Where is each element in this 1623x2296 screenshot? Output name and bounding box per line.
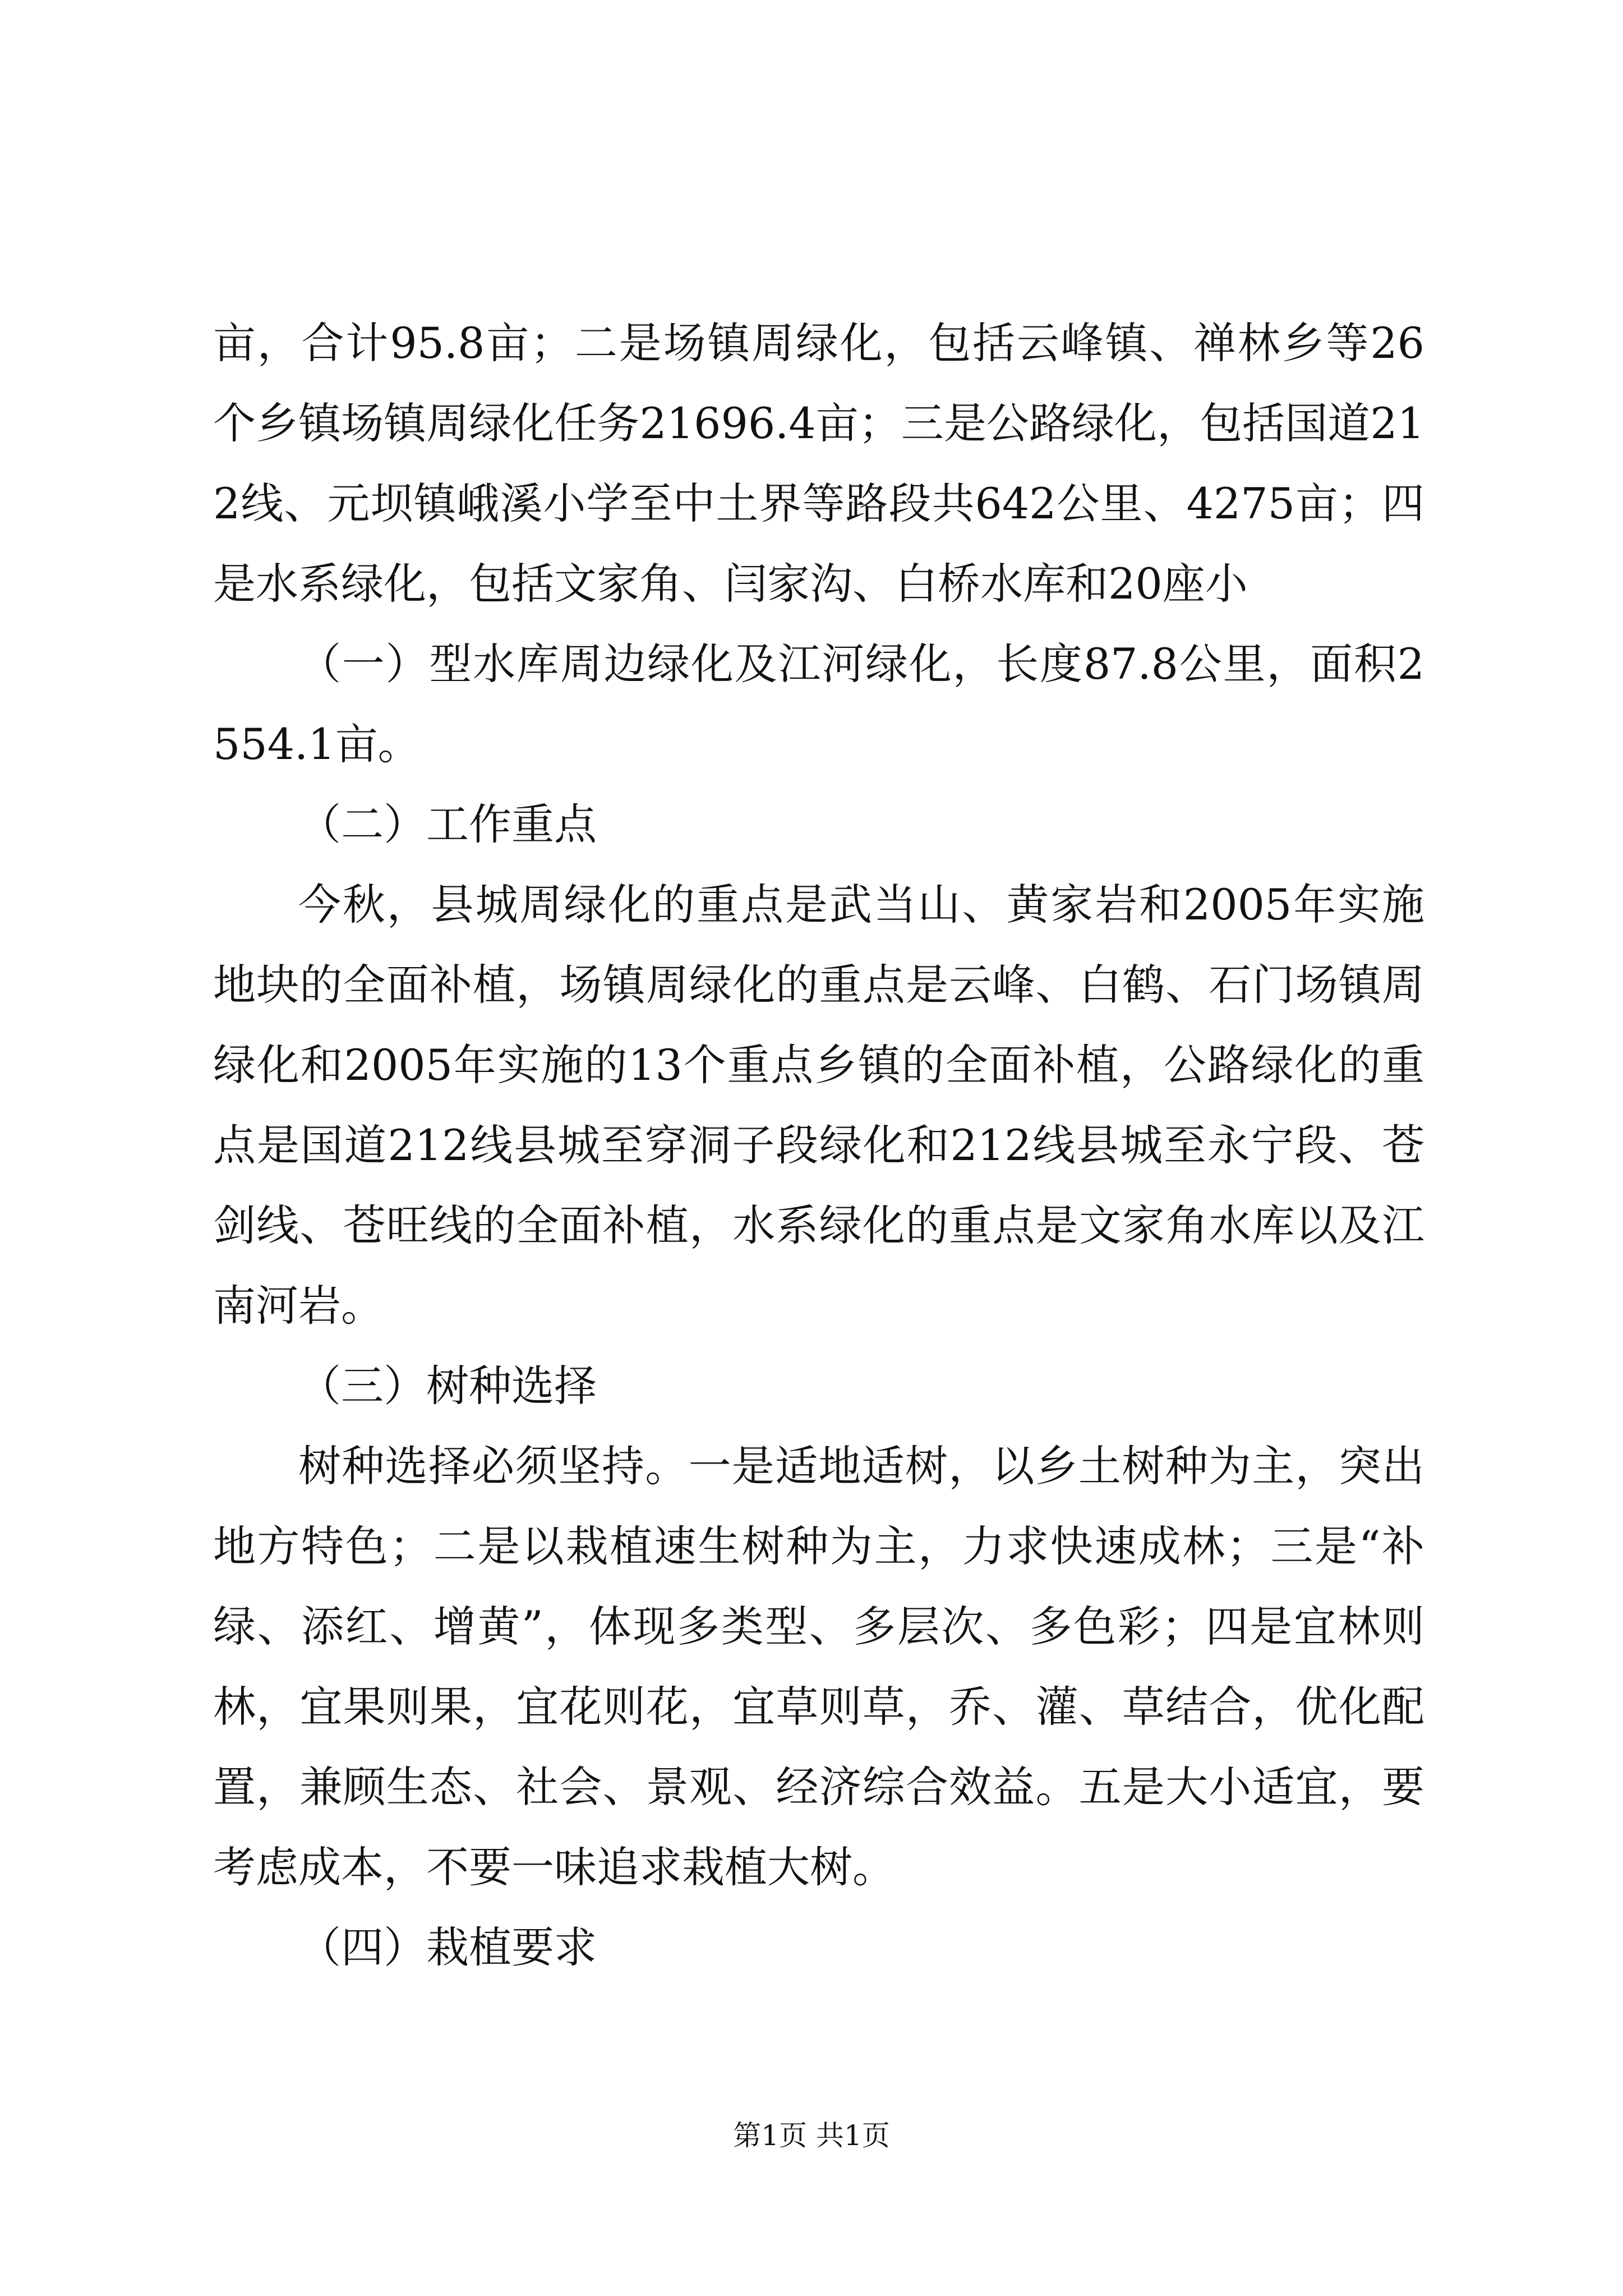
section-heading-species-selection: （三）树种选择 <box>298 1361 597 1411</box>
paragraph-reservoir-greening: （一）型水库周边绿化及江河绿化，长度87.8公里，面积2554.1亩。 <box>213 639 1424 769</box>
document-body <box>213 303 1424 1987</box>
page-footer: 第1页 共1页 <box>733 2119 890 2152</box>
section-heading-planting-requirements: （四）栽植要求 <box>298 1922 597 1972</box>
section-heading-work-focus: （二）工作重点 <box>298 799 597 849</box>
paragraph-species-selection: 树种选择必须坚持。一是适地适树，以乡土树种为主，突出地方特色；二是以栽植速生树种为主，力求快速成林；三是“补绿、添红、增黄”，体现多类型、多层次、多色彩；四是宜林则林，宜果则果，宜花则花，宜草则草，乔、灌、草结合，优化配置，兼顾生态、社会、景观、经济综合效益。五是大小适宜，要考虑成本，不要一味追求栽植大树。 <box>213 1441 1424 1892</box>
paragraph-continuation: 亩，合计95.8亩；二是场镇周绿化，包括云峰镇、禅林乡等26个乡镇场镇周绿化任务21696.4亩；三是公路绿化，包括国道212线、元坝镇峨溪小学至中土界等路段共642公里、4275亩；四是水系绿化，包括文家角、闫家沟、白桥水库和20座小 <box>213 318 1424 609</box>
paragraph-work-focus: 今秋，县城周绿化的重点是武当山、黄家岩和2005年实施地块的全面补植，场镇周绿化的重点是云峰、白鹤、石门场镇周绿化和2005年实施的13个重点乡镇的全面补植，公路绿化的重点是国道212线县城至穿洞子段绿化和212线县城至永宁段、苍剑线、苍旺线的全面补植，水系绿化的重点是文家角水库以及江南河岩。 <box>213 880 1424 1331</box>
